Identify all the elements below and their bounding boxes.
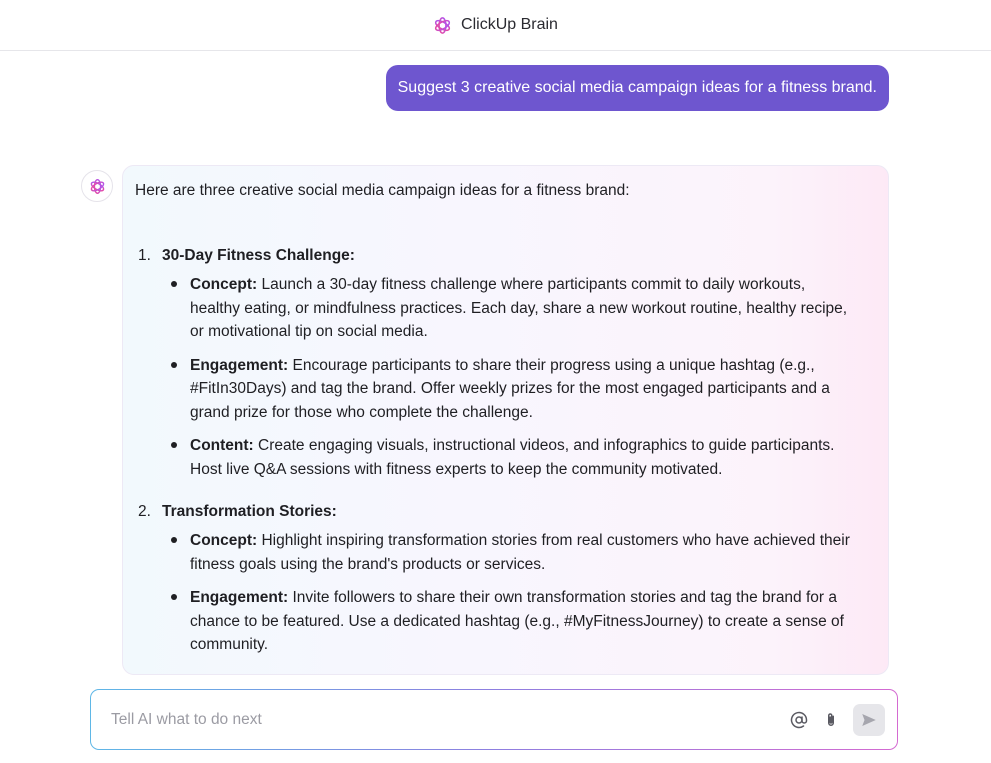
chat-input[interactable] — [111, 711, 779, 729]
list-item — [162, 586, 876, 657]
list-item-number: 1. — [138, 247, 151, 264]
list-item — [135, 244, 876, 491]
point-label: Engagement: — [190, 589, 289, 606]
point-text: Invite followers to share their own transformation stories and tag the brand for a chance to be featured. Use a dedicated hashtag (e.g., #MyFitnessJourney) to create a sense of community. — [190, 589, 844, 653]
idea-title: Transformation Stories: — [162, 503, 337, 520]
ai-response-bubble — [122, 165, 889, 675]
bullet-icon — [162, 434, 190, 481]
bullet-icon — [162, 273, 190, 344]
point-text: Create engaging visuals, instructional videos, and infographics to guide participants. Host live Q&A sessions with fitness experts to keep the community motivated. — [190, 437, 835, 478]
ai-avatar — [81, 170, 113, 202]
point-label: Concept: — [190, 532, 258, 549]
user-message-bubble — [386, 65, 889, 111]
paperclip-icon[interactable] — [819, 708, 843, 732]
send-button[interactable] — [853, 704, 885, 736]
point-label: Content: — [190, 437, 254, 454]
bullet-icon — [162, 529, 190, 576]
clickup-brain-logo-icon — [89, 178, 106, 195]
point-text: Encourage participants to share their progress using a unique hashtag (e.g., #FitIn30Days) and tag the brand. Offer weekly prizes for the most engaged participants and a grand prize for those who complete the challenge. — [190, 356, 830, 421]
point-text: Highlight inspiring transformation stories from real customers who have achieved their fitness goals using the brand's products or services. — [190, 532, 850, 573]
bullet-icon — [162, 354, 190, 425]
list-item — [162, 529, 876, 576]
app-title: ClickUp Brain — [461, 16, 558, 33]
point-label: Engagement: — [190, 356, 289, 374]
list-item — [162, 354, 876, 425]
campaign-ideas-list — [135, 244, 876, 667]
bullet-icon — [162, 586, 190, 657]
at-sign-icon[interactable] — [787, 708, 811, 732]
clickup-brain-logo-icon — [433, 16, 452, 35]
send-icon — [860, 711, 878, 729]
list-item-number: 2. — [138, 503, 151, 520]
list-item — [135, 500, 876, 667]
user-message-text: Suggest 3 creative social media campaign ideas for a fitness brand. — [397, 79, 877, 96]
idea-title: 30-Day Fitness Challenge: — [162, 247, 355, 264]
list-item — [162, 273, 876, 344]
list-item — [162, 434, 876, 481]
point-text: Launch a 30-day fitness challenge where participants commit to daily workouts, healthy eating, or mindfulness practices. Each day, share a new workout routine, healthy recipe, or motivational tip on social media. — [190, 276, 848, 340]
chat-composer — [90, 689, 898, 750]
app-header — [0, 0, 991, 51]
point-label: Concept: — [190, 276, 258, 293]
ai-response-intro: Here are three creative social media campaign ideas for a fitness brand: — [135, 182, 630, 199]
